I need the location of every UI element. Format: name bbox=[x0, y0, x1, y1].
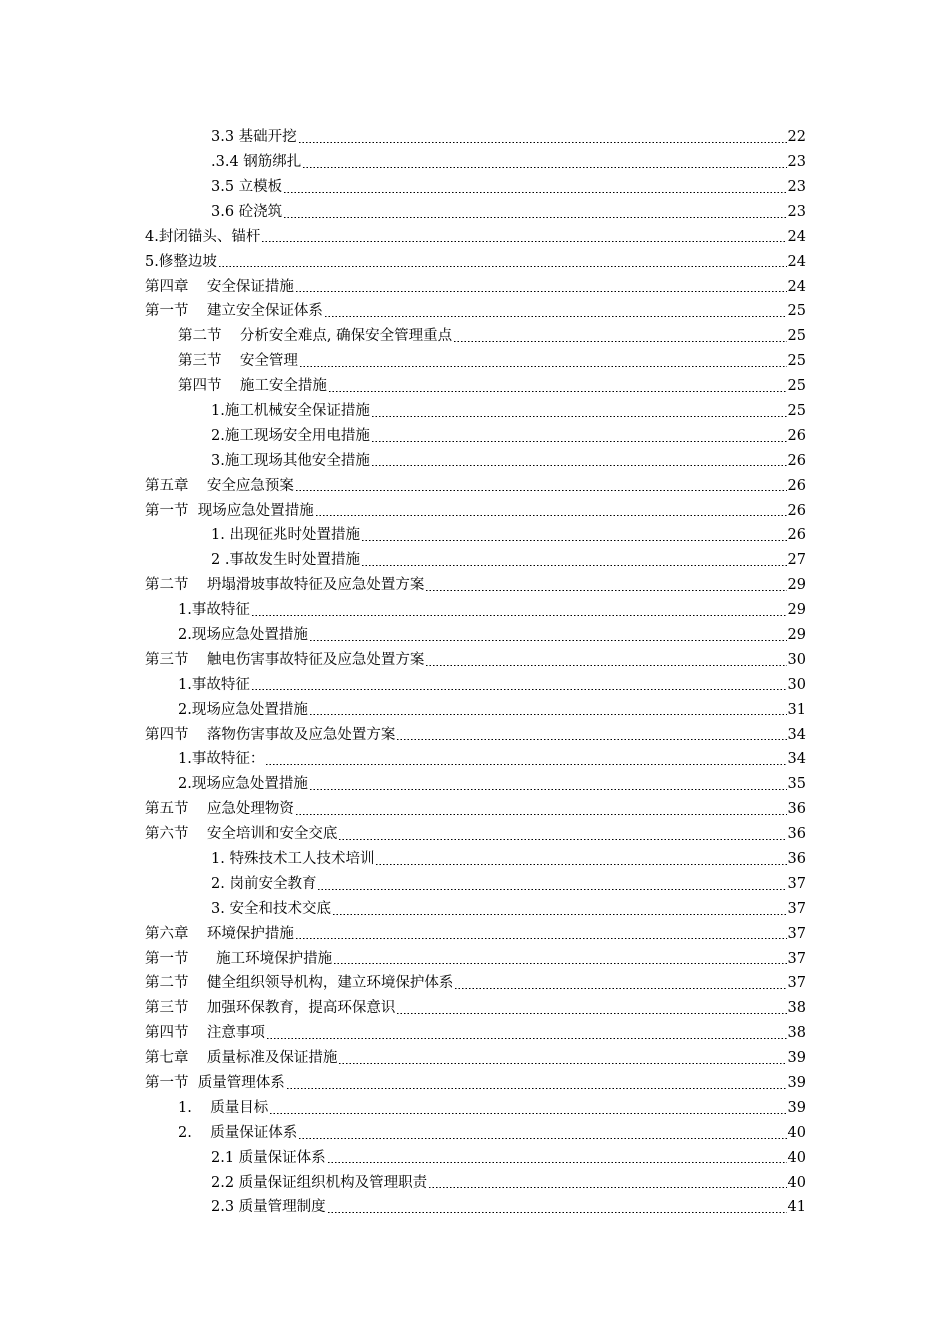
toc-dot-leader bbox=[338, 1063, 786, 1064]
toc-entry-page-number: 24 bbox=[787, 278, 806, 295]
toc-entry-title: 第一节 建立安全保证体系 bbox=[145, 303, 323, 320]
toc-dot-leader bbox=[251, 689, 787, 690]
toc-entry[interactable] bbox=[178, 623, 806, 648]
toc-entry-page-number: 40 bbox=[787, 1124, 806, 1141]
toc-entry-page-number: 26 bbox=[787, 452, 806, 469]
toc-entry[interactable] bbox=[145, 797, 806, 822]
toc-entry[interactable] bbox=[145, 922, 806, 947]
toc-entry[interactable] bbox=[178, 598, 806, 623]
toc-entry[interactable] bbox=[178, 349, 806, 374]
toc-entry-page-number: 30 bbox=[787, 676, 806, 693]
toc-entry-page-number: 26 bbox=[787, 477, 806, 494]
toc-entry-page-number: 23 bbox=[787, 178, 806, 195]
toc-entry[interactable] bbox=[145, 648, 806, 673]
toc-entry-title: 3.6 砼浇筑 bbox=[211, 203, 283, 220]
toc-entry[interactable] bbox=[145, 971, 806, 996]
toc-entry[interactable] bbox=[178, 747, 806, 772]
toc-dot-leader bbox=[371, 465, 787, 466]
toc-entry[interactable] bbox=[211, 424, 806, 449]
toc-entry-title: 4.封闭锚头、锚杆 bbox=[145, 228, 261, 245]
toc-dot-leader bbox=[328, 391, 787, 392]
toc-dot-leader bbox=[371, 416, 787, 417]
toc-entry-page-number: 36 bbox=[787, 801, 806, 818]
toc-entry-page-number: 25 bbox=[787, 402, 806, 419]
toc-entry[interactable] bbox=[145, 249, 806, 274]
toc-entry[interactable] bbox=[178, 1121, 806, 1146]
toc-entry[interactable] bbox=[145, 1021, 806, 1046]
toc-entry[interactable] bbox=[145, 473, 806, 498]
toc-entry[interactable] bbox=[211, 548, 806, 573]
toc-entry-title: 1.事故特征： bbox=[178, 751, 265, 768]
toc-entry-page-number: 29 bbox=[787, 577, 806, 594]
toc-entry-page-number: 29 bbox=[787, 602, 806, 619]
toc-dot-leader bbox=[425, 590, 786, 591]
toc-entry-page-number: 26 bbox=[787, 502, 806, 519]
toc-entry-page-number: 41 bbox=[787, 1199, 806, 1216]
toc-dot-leader bbox=[428, 1187, 786, 1188]
toc-entry-title: 2.1 质量保证体系 bbox=[211, 1149, 326, 1166]
toc-dot-leader bbox=[299, 366, 787, 367]
toc-entry-page-number: 38 bbox=[787, 1000, 806, 1017]
toc-entry-title: 2. 质量保证体系 bbox=[178, 1124, 298, 1141]
toc-entry-title: 第六节 安全培训和安全交底 bbox=[145, 826, 338, 843]
toc-dot-leader bbox=[286, 1088, 787, 1089]
toc-entry-title: 第五章 安全应急预案 bbox=[145, 477, 294, 494]
toc-dot-leader bbox=[333, 963, 786, 964]
toc-entry-title: 2.3 质量管理制度 bbox=[211, 1199, 326, 1216]
toc-dot-leader bbox=[283, 192, 786, 193]
toc-entry-page-number: 25 bbox=[787, 328, 806, 345]
toc-entry-title: 2 .事故发生时处置措施 bbox=[211, 552, 360, 569]
toc-entry-title: 3. 安全和技术交底 bbox=[211, 900, 331, 917]
toc-entry[interactable] bbox=[211, 150, 806, 175]
toc-entry[interactable] bbox=[211, 897, 806, 922]
toc-entry[interactable] bbox=[211, 1146, 806, 1171]
toc-entry-title: 2.现场应急处置措施 bbox=[178, 627, 308, 643]
toc-dot-leader bbox=[261, 241, 786, 242]
toc-entry[interactable] bbox=[211, 175, 806, 200]
toc-entry-page-number: 37 bbox=[787, 900, 806, 917]
toc-entry-page-number: 37 bbox=[787, 950, 806, 967]
toc-entry-title: 第一节 现场应急处置措施 bbox=[145, 502, 314, 519]
toc-entry-title: 第二节 健全组织领导机构，建立环境保护体系 bbox=[145, 975, 454, 992]
toc-entry-title: 2.施工现场安全用电措施 bbox=[211, 427, 370, 444]
toc-entry-title: 2.现场应急处置措施 bbox=[178, 701, 308, 718]
toc-dot-leader bbox=[315, 515, 787, 516]
toc-entry[interactable] bbox=[145, 722, 806, 747]
toc-entry[interactable] bbox=[178, 697, 806, 722]
toc-entry-title: 第七章 质量标准及保证措施 bbox=[145, 1050, 338, 1067]
toc-dot-leader bbox=[218, 266, 787, 267]
toc-dot-leader bbox=[371, 441, 787, 442]
toc-entry[interactable] bbox=[145, 822, 806, 847]
toc-entry-title: 2.2 质量保证组织机构及管理职责 bbox=[211, 1174, 428, 1191]
toc-entry-page-number: 31 bbox=[787, 701, 806, 718]
toc-entry-title: 5.修整边坡 bbox=[145, 253, 217, 270]
toc-entry[interactable] bbox=[145, 299, 806, 324]
toc-entry[interactable] bbox=[145, 274, 806, 299]
toc-dot-leader bbox=[453, 341, 786, 342]
toc-entry-title: 2. 岗前安全教育 bbox=[211, 875, 317, 892]
toc-entry-title: .3.4 钢筋绑扎 bbox=[211, 154, 302, 171]
toc-dot-leader bbox=[338, 839, 786, 840]
toc-entry-title: 第一节 质量管理体系 bbox=[145, 1075, 285, 1092]
toc-entry[interactable] bbox=[211, 1170, 806, 1195]
toc-entry-page-number: 24 bbox=[787, 253, 806, 270]
toc-entry[interactable] bbox=[145, 996, 806, 1021]
toc-entry-title: 第六章 环境保护措施 bbox=[145, 925, 294, 942]
toc-entry-title: 第四节 施工安全措施 bbox=[178, 378, 327, 395]
toc-entry-page-number: 27 bbox=[787, 552, 806, 569]
toc-entry-page-number: 29 bbox=[787, 627, 806, 643]
toc-dot-leader bbox=[324, 316, 787, 317]
toc-entry[interactable] bbox=[211, 449, 806, 474]
toc-entry-page-number: 37 bbox=[787, 925, 806, 942]
toc-dot-leader bbox=[295, 291, 787, 292]
toc-entry-page-number: 39 bbox=[787, 1075, 806, 1092]
toc-entry-title: 第一节 施工环境保护措施 bbox=[145, 950, 333, 967]
toc-entry-page-number: 37 bbox=[787, 975, 806, 992]
toc-entry-page-number: 26 bbox=[787, 527, 806, 544]
toc-entry[interactable] bbox=[178, 673, 806, 698]
toc-entry-page-number: 22 bbox=[787, 129, 806, 146]
toc-entry[interactable] bbox=[178, 324, 806, 349]
toc-entry-title: 3.5 立模板 bbox=[211, 178, 283, 195]
toc-entry-page-number: 36 bbox=[787, 826, 806, 843]
toc-entry[interactable] bbox=[145, 573, 806, 598]
toc-entry-page-number: 25 bbox=[787, 353, 806, 370]
toc-dot-leader bbox=[361, 540, 787, 541]
toc-dot-leader bbox=[396, 1013, 786, 1014]
toc-entry[interactable] bbox=[211, 125, 806, 150]
toc-entry-title: 1.事故特征 bbox=[178, 602, 250, 619]
toc-dot-leader bbox=[327, 1212, 787, 1213]
toc-entry[interactable] bbox=[145, 1046, 806, 1071]
toc-dot-leader bbox=[283, 217, 786, 218]
toc-entry-title: 第二节 坍塌滑坡事故特征及应急处置方案 bbox=[145, 577, 425, 594]
toc-dot-leader bbox=[396, 739, 786, 740]
toc-entry-title: 1. 特殊技术工人技术培训 bbox=[211, 851, 375, 868]
toc-entry[interactable] bbox=[211, 523, 806, 548]
table-of-contents bbox=[0, 125, 950, 1220]
toc-entry-title: 第四章 安全保证措施 bbox=[145, 278, 294, 295]
toc-entry[interactable] bbox=[145, 1071, 806, 1096]
toc-dot-leader bbox=[251, 615, 787, 616]
toc-entry-title: 第三节 加强环保教育，提高环保意识 bbox=[145, 1000, 396, 1017]
toc-entry-title: 3.施工现场其他安全措施 bbox=[211, 452, 370, 469]
toc-entry-page-number: 34 bbox=[787, 726, 806, 743]
toc-entry-page-number: 39 bbox=[787, 1050, 806, 1067]
toc-dot-leader bbox=[266, 1038, 787, 1039]
toc-entry-title: 1. 出现征兆时处置措施 bbox=[211, 527, 360, 544]
toc-entry-page-number: 40 bbox=[787, 1174, 806, 1191]
toc-entry-page-number: 26 bbox=[787, 427, 806, 444]
toc-entry-title: 第二节 分析安全难点, 确保安全管理重点 bbox=[178, 328, 453, 345]
toc-dot-leader bbox=[375, 864, 786, 865]
toc-dot-leader bbox=[265, 764, 786, 765]
toc-dot-leader bbox=[309, 789, 787, 790]
toc-entry[interactable] bbox=[211, 1195, 806, 1220]
toc-entry-title: 第三节 触电伤害事故特征及应急处置方案 bbox=[145, 651, 425, 668]
toc-dot-leader bbox=[269, 1113, 786, 1114]
toc-dot-leader bbox=[295, 490, 787, 491]
toc-entry-page-number: 25 bbox=[787, 303, 806, 320]
toc-entry-page-number: 23 bbox=[787, 203, 806, 220]
toc-dot-leader bbox=[309, 714, 787, 715]
toc-entry[interactable] bbox=[211, 872, 806, 897]
toc-entry[interactable] bbox=[178, 374, 806, 399]
toc-dot-leader bbox=[454, 988, 786, 989]
toc-entry-title: 3.3 基础开挖 bbox=[211, 129, 297, 146]
toc-dot-leader bbox=[361, 565, 787, 566]
toc-dot-leader bbox=[317, 889, 786, 890]
toc-dot-leader bbox=[425, 665, 786, 666]
toc-entry[interactable] bbox=[178, 1096, 806, 1121]
toc-entry[interactable] bbox=[145, 498, 806, 523]
toc-dot-leader bbox=[327, 1162, 787, 1163]
toc-entry[interactable] bbox=[178, 772, 806, 797]
toc-entry[interactable] bbox=[145, 946, 806, 971]
toc-dot-leader bbox=[298, 1138, 786, 1139]
toc-entry[interactable] bbox=[211, 847, 806, 872]
toc-entry-title: 第五节 应急处理物资 bbox=[145, 801, 294, 818]
toc-dot-leader bbox=[302, 167, 786, 168]
toc-entry-page-number: 36 bbox=[787, 851, 806, 868]
toc-entry-page-number: 30 bbox=[787, 651, 806, 668]
toc-dot-leader bbox=[295, 814, 787, 815]
toc-entry-page-number: 39 bbox=[787, 1099, 806, 1116]
toc-entry-title: 1.事故特征 bbox=[178, 676, 250, 693]
toc-entry-page-number: 24 bbox=[787, 228, 806, 245]
toc-entry-page-number: 23 bbox=[787, 154, 806, 171]
toc-dot-leader bbox=[298, 142, 787, 143]
toc-entry-page-number: 40 bbox=[787, 1149, 806, 1166]
toc-entry[interactable] bbox=[211, 399, 806, 424]
toc-entry-title: 第四节 落物伤害事故及应急处置方案 bbox=[145, 726, 396, 743]
toc-entry-title: 1.施工机械安全保证措施 bbox=[211, 402, 370, 419]
toc-dot-leader bbox=[309, 640, 787, 641]
toc-entry-title: 2.现场应急处置措施 bbox=[178, 776, 308, 793]
toc-dot-leader bbox=[332, 914, 787, 915]
toc-entry-title: 1. 质量目标 bbox=[178, 1099, 269, 1116]
toc-entry-title: 第四节 注意事项 bbox=[145, 1025, 265, 1042]
toc-entry-page-number: 34 bbox=[787, 751, 806, 768]
toc-entry-title: 第三节 安全管理 bbox=[178, 353, 298, 370]
toc-entry-page-number: 25 bbox=[787, 378, 806, 395]
toc-entry-page-number: 38 bbox=[787, 1025, 806, 1042]
toc-entry-page-number: 35 bbox=[787, 776, 806, 793]
toc-entry-page-number: 37 bbox=[787, 875, 806, 892]
toc-dot-leader bbox=[295, 938, 787, 939]
toc-entry[interactable] bbox=[145, 225, 806, 250]
toc-entry[interactable] bbox=[211, 200, 806, 225]
